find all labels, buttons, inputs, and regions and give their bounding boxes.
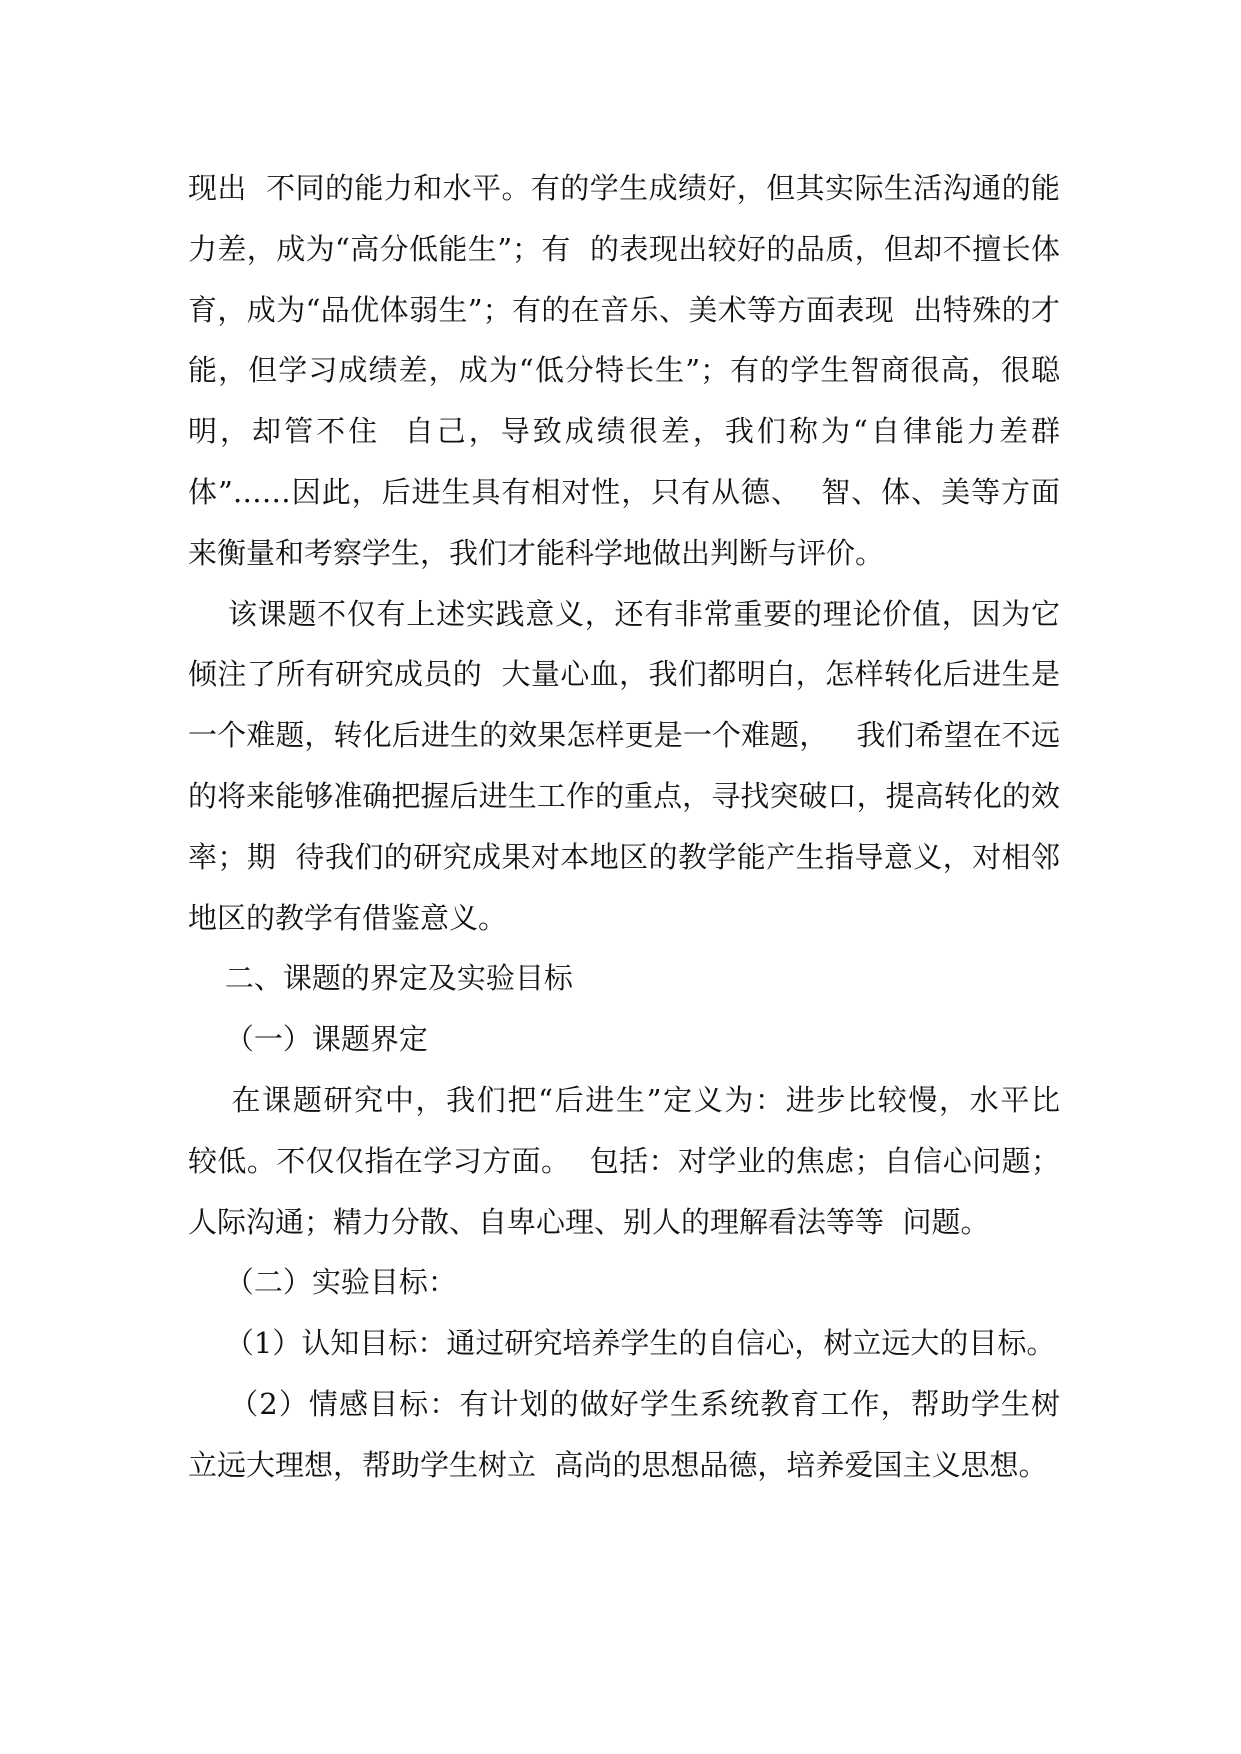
list-item: （2）情感目标：有计划的做好学生系统教育工作，帮助学生树	[188, 1386, 1060, 1421]
document-body	[188, 158, 1060, 1496]
text-line: 率；期 待我们的研究成果对本地区的教学能产生指导意义，对相邻	[188, 839, 1060, 874]
text-line: 来衡量和考察学生，我们才能科学地做出判断与评价。	[188, 535, 885, 570]
text-line: 在课题研究中，我们把“后进生”定义为：进步比较慢，水平比	[188, 1082, 1060, 1117]
text-line: 的将来能够准确把握后进生工作的重点，寻找突破口，提高转化的效	[188, 778, 1060, 813]
text-line: 立远大理想，帮助学生树立 高尚的思想品德，培养爱国主义思想。	[188, 1447, 1048, 1482]
text-line: 一个难题，转化后进生的效果怎样更是一个难题， 我们希望在不远	[188, 718, 1060, 753]
text-line: 现出 不同的能力和水平。有的学生成绩好，但其实际生活沟通的能	[188, 171, 1060, 205]
text-line: 体”……因此，后进生具有相对性，只有从德、 智、体、美等方面	[188, 474, 1060, 509]
text-line: 能，但学习成绩差，成为“低分特长生”；有的学生智商很高，很聪	[188, 353, 1060, 388]
text-line: 地区的教学有借鉴意义。	[188, 900, 508, 935]
text-line: 育，成为“品优体弱生”；有的在音乐、美术等方面表现 出特殊的才	[188, 292, 1060, 327]
text-line: 人际沟通；精力分散、自卑心理、别人的理解看法等等 问题。	[188, 1204, 990, 1239]
text-line: 倾注了所有研究成员的 大量心血，我们都明白，怎样转化后进生是	[188, 657, 1060, 692]
subsection-heading: （二）实验目标：	[188, 1265, 457, 1300]
text-line: 该课题不仅有上述实践意义，还有非常重要的理论价值，因为它	[188, 596, 1060, 631]
text-line: 较低。不仅仅指在学习方面。 包括：对学业的焦虑；自信心问题；	[188, 1143, 1060, 1178]
text-line: 力差，成为“高分低能生”；有 的表现出较好的品质，但却不擅长体	[188, 231, 1060, 266]
text-line: 明，却管不住 自己，导致成绩很差，我们称为“自律能力差群	[188, 414, 1060, 449]
list-item: （1）认知目标：通过研究培养学生的自信心，树立远大的目标。	[188, 1326, 1056, 1361]
section-heading: 二、课题的界定及实验目标	[188, 961, 573, 996]
subsection-heading: （一）课题界定	[188, 1022, 428, 1057]
